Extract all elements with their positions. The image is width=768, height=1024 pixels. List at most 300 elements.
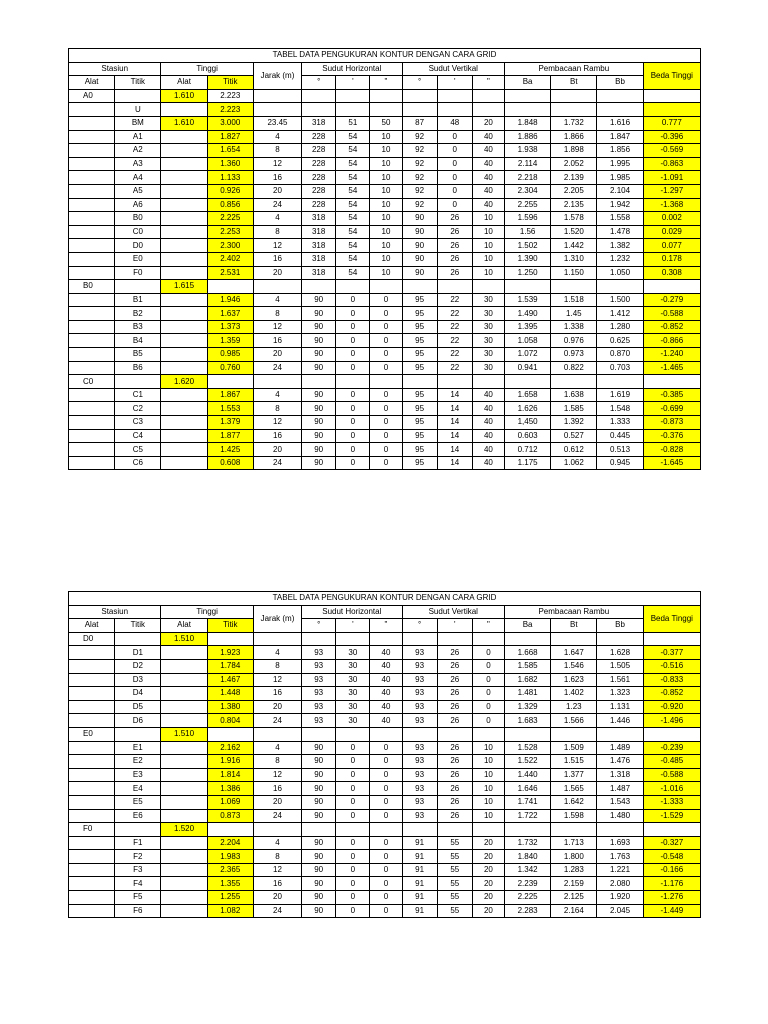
cell-h-degree: 90	[302, 456, 336, 470]
cell-titik: D2	[115, 659, 161, 673]
cell-tinggi-alat	[161, 293, 207, 307]
cell-bb: 1.489	[597, 741, 643, 755]
cell-tinggi-alat	[161, 673, 207, 687]
cell-bb	[597, 280, 643, 294]
cell-alat	[69, 456, 115, 470]
cell-h-degree: 90	[302, 348, 336, 362]
cell-beda-tinggi: -0.396	[643, 130, 700, 144]
cell-tinggi-alat: 1.615	[161, 280, 207, 294]
cell-ba: 2.283	[505, 904, 551, 918]
cell-h-second: 10	[370, 266, 402, 280]
cell-bb: 1.131	[597, 700, 643, 714]
cell-h-second: 0	[370, 877, 402, 891]
cell-v-second: 10	[472, 239, 504, 253]
cell-tinggi-alat	[161, 184, 207, 198]
cell-bt	[551, 89, 597, 103]
cell-h-second: 10	[370, 171, 402, 185]
cell-v-minute: 14	[437, 456, 472, 470]
cell-tinggi-titik: 0.760	[207, 361, 253, 375]
cell-h-minute: 54	[336, 212, 370, 226]
cell-h-degree: 90	[302, 741, 336, 755]
table-row	[69, 307, 701, 321]
cell-ba: 0.603	[505, 429, 551, 443]
cell-ba: 2.218	[505, 171, 551, 185]
cell-v-minute: 0	[437, 144, 472, 158]
cell-tinggi-alat	[161, 443, 207, 457]
cell-titik: E1	[115, 741, 161, 755]
cell-v-minute: 22	[437, 293, 472, 307]
cell-ba: 2.304	[505, 184, 551, 198]
cell-v-minute	[437, 375, 472, 389]
cell-h-minute: 54	[336, 252, 370, 266]
cell-jarak: 4	[253, 388, 301, 402]
grid-table-2	[68, 591, 701, 918]
cell-bb: 1.942	[597, 198, 643, 212]
cell-tinggi-alat	[161, 904, 207, 918]
cell-titik: F2	[115, 850, 161, 864]
cell-ba: 1.342	[505, 863, 551, 877]
cell-tinggi-alat	[161, 212, 207, 226]
cell-titik: E6	[115, 809, 161, 823]
cell-bb	[597, 632, 643, 646]
cell-bt: 1.800	[551, 850, 597, 864]
cell-alat	[69, 429, 115, 443]
cell-v-second: 40	[472, 429, 504, 443]
cell-tinggi-titik: 1.359	[207, 334, 253, 348]
cell-jarak: 16	[253, 171, 301, 185]
cell-titik: A3	[115, 157, 161, 171]
cell-h-minute: 0	[336, 836, 370, 850]
cell-jarak: 16	[253, 429, 301, 443]
cell-titik: F1	[115, 836, 161, 850]
cell-tinggi-alat	[161, 103, 207, 117]
cell-v-minute: 26	[437, 741, 472, 755]
cell-beda-tinggi: -0.548	[643, 850, 700, 864]
cell-titik: C3	[115, 416, 161, 430]
cell-tinggi-alat	[161, 429, 207, 443]
cell-alat	[69, 795, 115, 809]
cell-bt: 1.392	[551, 416, 597, 430]
header-titik: Titik	[115, 76, 161, 90]
cell-tinggi-titik: 0.804	[207, 714, 253, 728]
cell-jarak: 12	[253, 673, 301, 687]
cell-h-minute: 0	[336, 456, 370, 470]
cell-h-degree: 318	[302, 225, 336, 239]
cell-beda-tinggi: -1.016	[643, 782, 700, 796]
cell-h-second	[370, 280, 402, 294]
cell-h-degree: 90	[302, 795, 336, 809]
cell-alat	[69, 266, 115, 280]
cell-titik: E3	[115, 768, 161, 782]
header-pembacaan-rambu: Pembacaan Rambu	[505, 605, 644, 619]
cell-h-minute: 0	[336, 768, 370, 782]
cell-bb	[597, 727, 643, 741]
cell-h-degree: 90	[302, 388, 336, 402]
cell-alat	[69, 334, 115, 348]
cell-bt	[551, 375, 597, 389]
cell-tinggi-alat	[161, 252, 207, 266]
cell-bt: 1.598	[551, 809, 597, 823]
cell-bb: 0.870	[597, 348, 643, 362]
cell-titik: F5	[115, 891, 161, 905]
cell-h-degree: 90	[302, 429, 336, 443]
cell-jarak: 8	[253, 659, 301, 673]
cell-v-second: 30	[472, 320, 504, 334]
cell-v-second: 20	[472, 877, 504, 891]
cell-alat	[69, 293, 115, 307]
table-row	[69, 850, 701, 864]
cell-tinggi-alat	[161, 877, 207, 891]
cell-bt: 2.135	[551, 198, 597, 212]
cell-tinggi-titik: 0.873	[207, 809, 253, 823]
cell-titik: A2	[115, 144, 161, 158]
cell-alat	[69, 891, 115, 905]
cell-jarak: 12	[253, 416, 301, 430]
cell-beda-tinggi: -0.699	[643, 402, 700, 416]
cell-v-degree: 92	[402, 184, 437, 198]
table-row	[69, 157, 701, 171]
cell-v-minute: 26	[437, 673, 472, 687]
cell-h-second: 0	[370, 768, 402, 782]
cell-v-degree: 93	[402, 714, 437, 728]
cell-h-second: 0	[370, 293, 402, 307]
cell-h-second: 0	[370, 863, 402, 877]
cell-h-minute: 0	[336, 361, 370, 375]
cell-v-degree: 95	[402, 429, 437, 443]
cell-h-degree: 93	[302, 673, 336, 687]
cell-h-degree: 318	[302, 252, 336, 266]
cell-tinggi-titik	[207, 727, 253, 741]
cell-h-minute: 30	[336, 659, 370, 673]
cell-titik: B3	[115, 320, 161, 334]
cell-bb: 1.558	[597, 212, 643, 226]
cell-tinggi-titik: 2.223	[207, 89, 253, 103]
cell-beda-tinggi: 0.029	[643, 225, 700, 239]
cell-ba	[505, 103, 551, 117]
header-v-minute: '	[437, 76, 472, 90]
cell-tinggi-titik: 1.877	[207, 429, 253, 443]
header-bb: Bb	[597, 619, 643, 633]
cell-ba: 1.395	[505, 320, 551, 334]
cell-bb: 0.703	[597, 361, 643, 375]
cell-h-degree: 93	[302, 659, 336, 673]
cell-ba	[505, 375, 551, 389]
cell-ba: 1.938	[505, 144, 551, 158]
cell-tinggi-titik: 2.223	[207, 103, 253, 117]
cell-h-second: 0	[370, 755, 402, 769]
cell-tinggi-alat	[161, 416, 207, 430]
table-row	[69, 755, 701, 769]
cell-v-second: 0	[472, 659, 504, 673]
cell-alat	[69, 348, 115, 362]
cell-h-minute	[336, 823, 370, 837]
cell-tinggi-alat	[161, 687, 207, 701]
table-row	[69, 225, 701, 239]
cell-tinggi-titik: 2.365	[207, 863, 253, 877]
cell-tinggi-titik: 2.225	[207, 212, 253, 226]
header-tinggi-alat: Alat	[161, 619, 207, 633]
cell-v-degree	[402, 727, 437, 741]
cell-beda-tinggi: -1.276	[643, 891, 700, 905]
cell-jarak: 24	[253, 456, 301, 470]
cell-bb: 1.487	[597, 782, 643, 796]
cell-tinggi-titik	[207, 823, 253, 837]
cell-h-minute: 0	[336, 795, 370, 809]
cell-bt: 1.062	[551, 456, 597, 470]
cell-v-minute: 22	[437, 361, 472, 375]
cell-bt: 2.052	[551, 157, 597, 171]
cell-jarak: 16	[253, 782, 301, 796]
cell-ba: 1.481	[505, 687, 551, 701]
table-row	[69, 334, 701, 348]
cell-titik: E2	[115, 755, 161, 769]
cell-v-minute: 22	[437, 320, 472, 334]
cell-bb: 1.480	[597, 809, 643, 823]
cell-v-second: 40	[472, 416, 504, 430]
table-title: TABEL DATA PENGUKURAN KONTUR DENGAN CARA GRID	[69, 592, 701, 606]
cell-bt: 2.139	[551, 171, 597, 185]
cell-v-minute: 22	[437, 307, 472, 321]
cell-jarak: 4	[253, 741, 301, 755]
cell-bt	[551, 632, 597, 646]
cell-tinggi-alat	[161, 402, 207, 416]
cell-alat	[69, 212, 115, 226]
cell-v-second: 10	[472, 768, 504, 782]
table-row	[69, 836, 701, 850]
header-tinggi: Tinggi	[161, 605, 253, 619]
cell-alat	[69, 103, 115, 117]
cell-v-second: 10	[472, 212, 504, 226]
cell-tinggi-titik: 1.355	[207, 877, 253, 891]
cell-beda-tinggi: -0.569	[643, 144, 700, 158]
cell-tinggi-titik: 2.253	[207, 225, 253, 239]
cell-tinggi-titik: 1.069	[207, 795, 253, 809]
cell-h-minute	[336, 89, 370, 103]
cell-bt: 1.310	[551, 252, 597, 266]
cell-v-degree: 93	[402, 646, 437, 660]
cell-titik: E5	[115, 795, 161, 809]
cell-bt: 1.546	[551, 659, 597, 673]
cell-tinggi-alat: 1.620	[161, 375, 207, 389]
cell-ba: 1.440	[505, 768, 551, 782]
table-row	[69, 659, 701, 673]
cell-v-minute: 55	[437, 904, 472, 918]
cell-jarak: 12	[253, 863, 301, 877]
cell-bt: 2.159	[551, 877, 597, 891]
cell-ba: 1.585	[505, 659, 551, 673]
cell-alat	[69, 687, 115, 701]
table-row	[69, 198, 701, 212]
cell-beda-tinggi	[643, 727, 700, 741]
cell-tinggi-titik	[207, 375, 253, 389]
cell-tinggi-alat: 1.610	[161, 89, 207, 103]
cell-titik: F6	[115, 904, 161, 918]
cell-h-minute	[336, 727, 370, 741]
cell-beda-tinggi: -0.852	[643, 687, 700, 701]
cell-titik	[115, 375, 161, 389]
cell-ba: 1.682	[505, 673, 551, 687]
header-stasiun: Stasiun	[69, 62, 161, 76]
cell-h-second: 10	[370, 239, 402, 253]
cell-alat	[69, 157, 115, 171]
cell-h-second: 10	[370, 212, 402, 226]
cell-h-degree: 318	[302, 212, 336, 226]
cell-v-second: 10	[472, 741, 504, 755]
cell-bt: 1.732	[551, 116, 597, 130]
cell-jarak: 24	[253, 714, 301, 728]
cell-h-degree: 90	[302, 850, 336, 864]
cell-bt: 1.638	[551, 388, 597, 402]
cell-v-second: 20	[472, 850, 504, 864]
cell-h-second: 40	[370, 659, 402, 673]
cell-v-minute: 26	[437, 768, 472, 782]
cell-v-minute: 22	[437, 348, 472, 362]
cell-titik: C6	[115, 456, 161, 470]
cell-v-degree: 92	[402, 157, 437, 171]
cell-v-minute: 26	[437, 266, 472, 280]
cell-v-second: 40	[472, 171, 504, 185]
cell-tinggi-alat	[161, 700, 207, 714]
cell-titik: D3	[115, 673, 161, 687]
cell-v-degree: 95	[402, 456, 437, 470]
cell-v-degree: 91	[402, 904, 437, 918]
cell-beda-tinggi: -1.368	[643, 198, 700, 212]
cell-beda-tinggi: 0.077	[643, 239, 700, 253]
cell-tinggi-alat	[161, 755, 207, 769]
table-row	[69, 89, 701, 103]
header-v-minute: '	[437, 619, 472, 633]
cell-h-degree	[302, 280, 336, 294]
cell-alat	[69, 443, 115, 457]
cell-h-second: 0	[370, 361, 402, 375]
cell-beda-tinggi: -0.279	[643, 293, 700, 307]
table-row	[69, 646, 701, 660]
cell-v-degree: 93	[402, 700, 437, 714]
cell-bb: 1.561	[597, 673, 643, 687]
cell-ba: 1.490	[505, 307, 551, 321]
cell-tinggi-alat	[161, 157, 207, 171]
cell-v-minute: 26	[437, 687, 472, 701]
cell-beda-tinggi: -0.327	[643, 836, 700, 850]
cell-h-degree: 90	[302, 293, 336, 307]
cell-h-minute: 0	[336, 334, 370, 348]
cell-v-second	[472, 632, 504, 646]
cell-v-degree: 93	[402, 782, 437, 796]
cell-titik: B0	[115, 212, 161, 226]
cell-v-degree: 95	[402, 402, 437, 416]
cell-bb: 1.693	[597, 836, 643, 850]
cell-bt: 1.642	[551, 795, 597, 809]
cell-tinggi-titik: 1.448	[207, 687, 253, 701]
cell-tinggi-titik: 1.082	[207, 904, 253, 918]
header-bt: Bt	[551, 76, 597, 90]
cell-alat	[69, 714, 115, 728]
cell-jarak: 8	[253, 225, 301, 239]
cell-tinggi-titik: 1.386	[207, 782, 253, 796]
cell-beda-tinggi	[643, 375, 700, 389]
table-row	[69, 727, 701, 741]
cell-h-second: 10	[370, 252, 402, 266]
cell-h-minute: 54	[336, 198, 370, 212]
cell-bb: 1.995	[597, 157, 643, 171]
cell-h-minute: 0	[336, 755, 370, 769]
cell-v-degree: 91	[402, 877, 437, 891]
cell-bt: 2.205	[551, 184, 597, 198]
cell-h-degree	[302, 89, 336, 103]
cell-ba: 2.114	[505, 157, 551, 171]
cell-bb	[597, 375, 643, 389]
table-row	[69, 687, 701, 701]
table-row	[69, 741, 701, 755]
cell-tinggi-titik: 1.654	[207, 144, 253, 158]
cell-jarak: 24	[253, 361, 301, 375]
cell-jarak: 8	[253, 755, 301, 769]
cell-titik: B5	[115, 348, 161, 362]
cell-h-degree: 90	[302, 768, 336, 782]
table-row	[69, 795, 701, 809]
cell-tinggi-titik: 1.784	[207, 659, 253, 673]
cell-h-degree: 318	[302, 116, 336, 130]
cell-ba: 1.732	[505, 836, 551, 850]
cell-tinggi-alat	[161, 225, 207, 239]
cell-h-degree: 228	[302, 130, 336, 144]
cell-h-minute: 30	[336, 700, 370, 714]
cell-ba: 1.722	[505, 809, 551, 823]
cell-tinggi-titik: 1.373	[207, 320, 253, 334]
cell-titik: B4	[115, 334, 161, 348]
cell-beda-tinggi: -1.449	[643, 904, 700, 918]
cell-alat	[69, 863, 115, 877]
cell-ba	[505, 89, 551, 103]
cell-bt: 2.125	[551, 891, 597, 905]
cell-tinggi-titik: 1.255	[207, 891, 253, 905]
cell-titik: U	[115, 103, 161, 117]
header-h-minute: '	[336, 619, 370, 633]
cell-alat	[69, 320, 115, 334]
cell-v-minute	[437, 103, 472, 117]
cell-beda-tinggi: -1.240	[643, 348, 700, 362]
table-row	[69, 443, 701, 457]
cell-titik: A1	[115, 130, 161, 144]
cell-h-degree: 90	[302, 782, 336, 796]
cell-tinggi-alat: 1.510	[161, 632, 207, 646]
cell-h-second: 0	[370, 429, 402, 443]
cell-beda-tinggi: -0.376	[643, 429, 700, 443]
table-row	[69, 863, 701, 877]
header-h-degree: °	[302, 619, 336, 633]
header-beda-tinggi: Beda Tinggi	[643, 605, 700, 632]
cell-h-degree: 93	[302, 687, 336, 701]
cell-h-minute: 54	[336, 266, 370, 280]
cell-alat	[69, 741, 115, 755]
cell-alat	[69, 130, 115, 144]
cell-v-minute: 0	[437, 184, 472, 198]
table-row	[69, 891, 701, 905]
cell-tinggi-titik: 2.162	[207, 741, 253, 755]
table-row	[69, 700, 701, 714]
cell-v-second: 40	[472, 456, 504, 470]
cell-alat	[69, 877, 115, 891]
cell-beda-tinggi	[643, 89, 700, 103]
cell-h-minute: 30	[336, 673, 370, 687]
cell-titik: E0	[115, 252, 161, 266]
cell-bb: 0.945	[597, 456, 643, 470]
cell-beda-tinggi: 0.002	[643, 212, 700, 226]
cell-bt: 0.973	[551, 348, 597, 362]
cell-v-degree: 93	[402, 795, 437, 809]
cell-v-minute: 26	[437, 646, 472, 660]
cell-bb: 1.505	[597, 659, 643, 673]
